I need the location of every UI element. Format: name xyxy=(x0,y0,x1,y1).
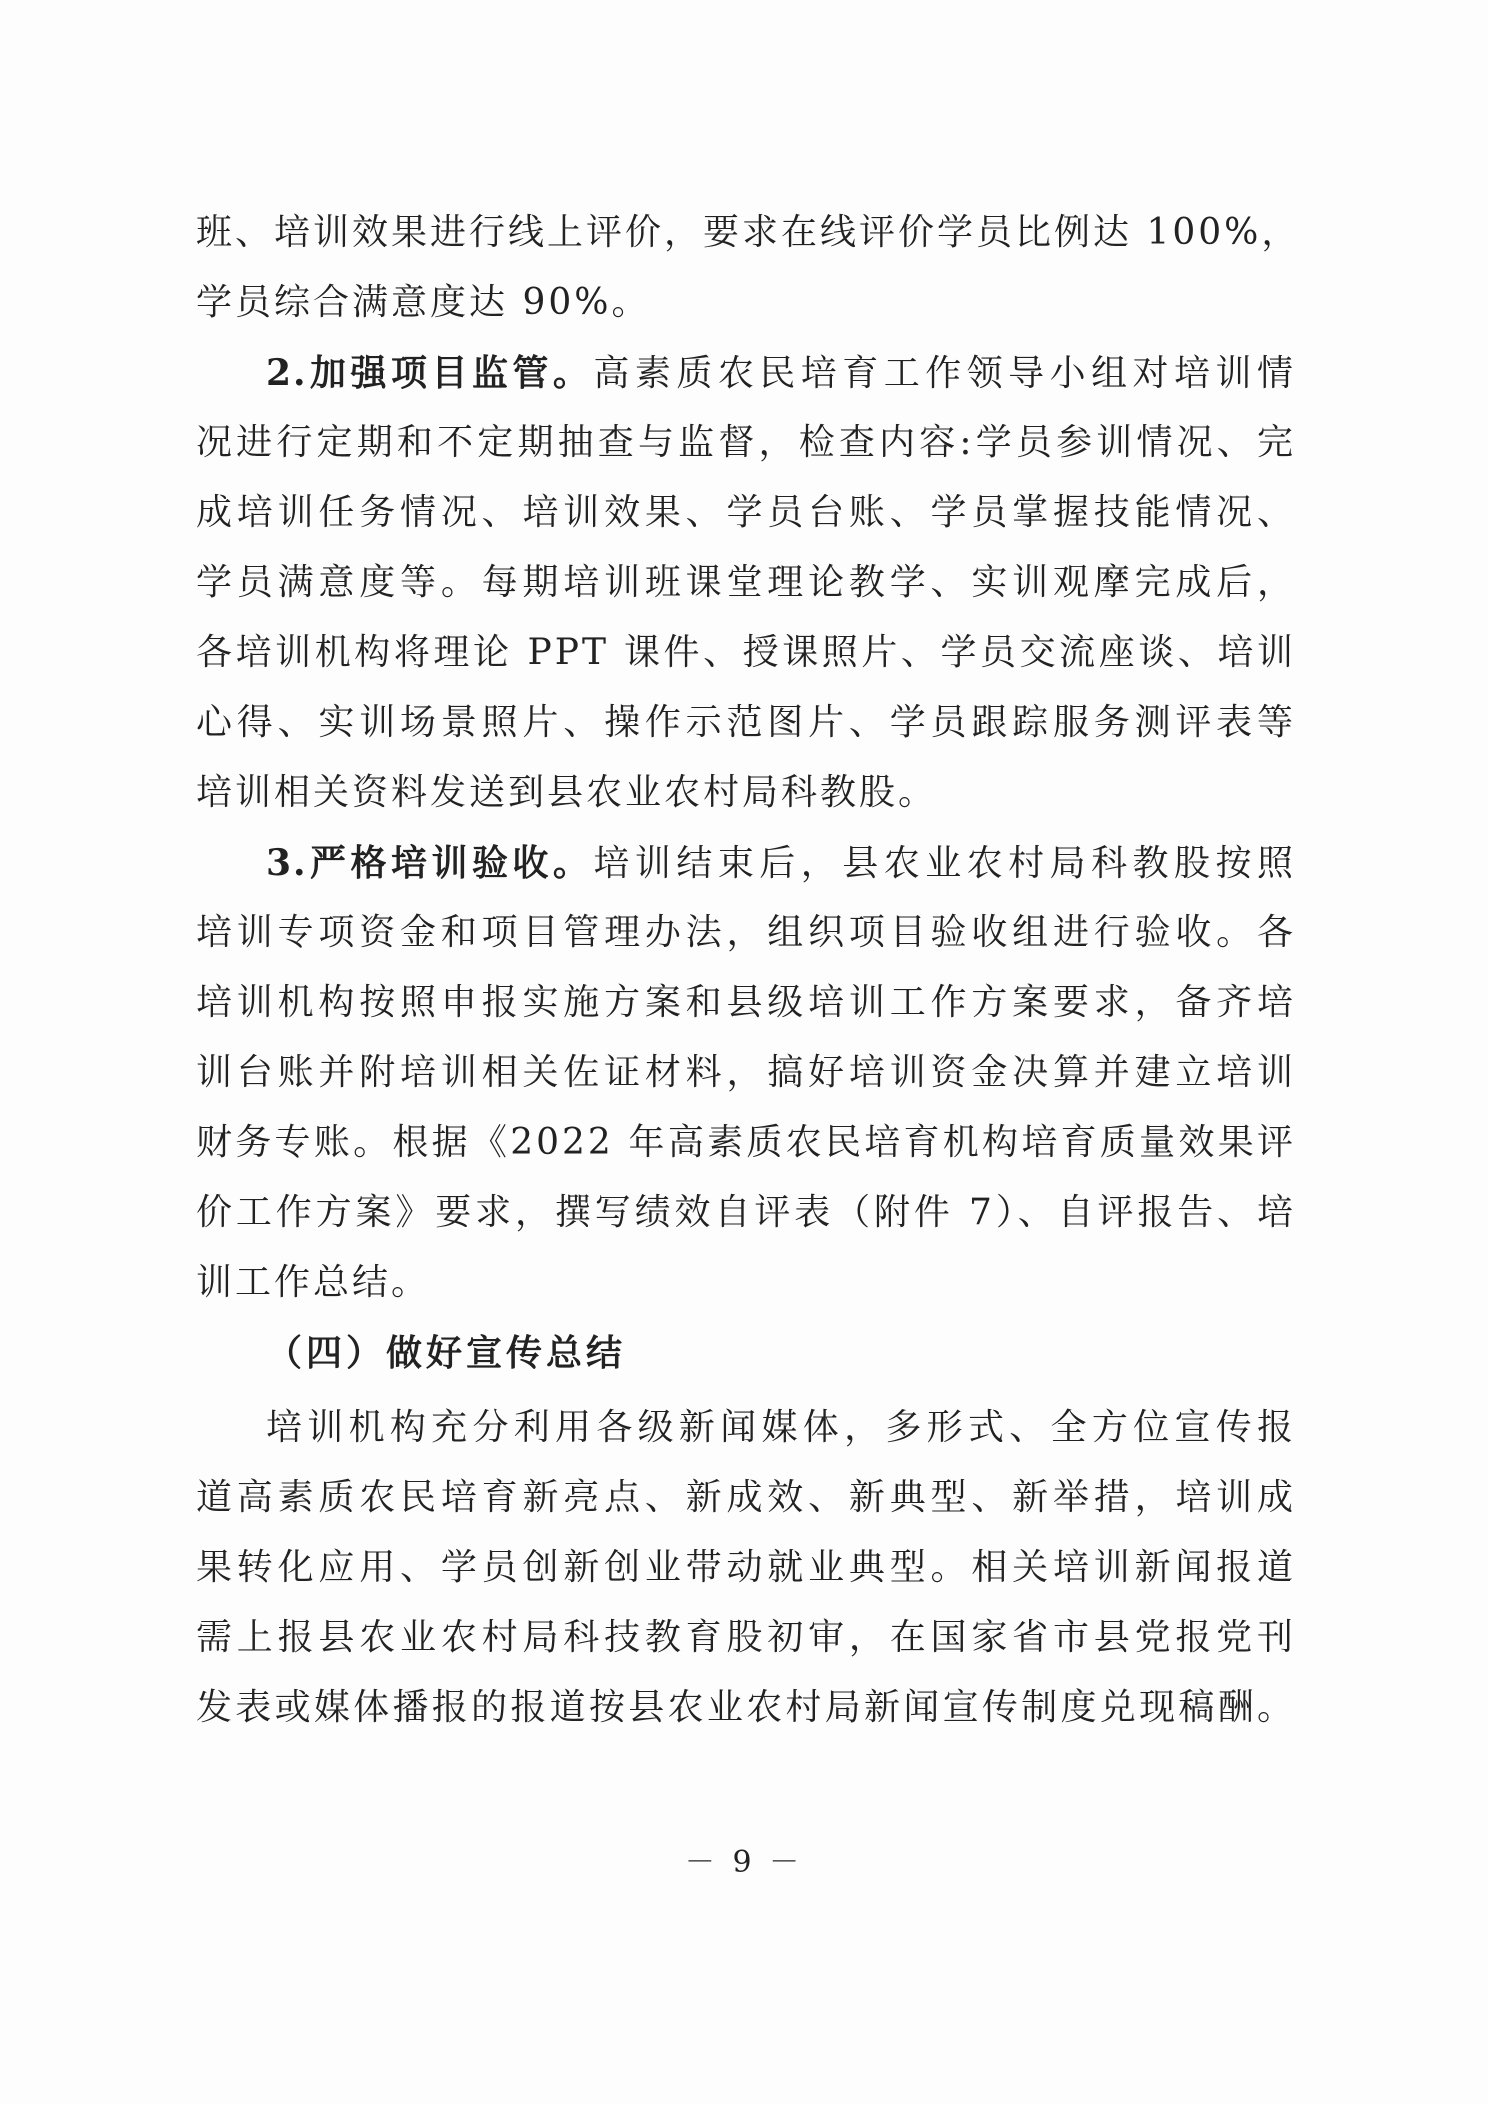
paragraph-line: 培训机构充分利用各级新闻媒体，多形式、全方位宣传报 xyxy=(266,1407,1296,1448)
paragraph-line: 学员满意度等。每期培训班课堂理论教学、实训观摩完成后， xyxy=(196,562,1296,603)
item-2-title: 2.加强项目监管。 xyxy=(266,352,594,394)
paragraph-line: 道高素质农民培育新亮点、新成效、新典型、新举措，培训成 xyxy=(196,1477,1296,1518)
section-heading: （四）做好宣传总结 xyxy=(266,1332,627,1374)
paragraph-line: 价工作方案》要求，撰写绩效自评表（附件 7）、自评报告、培 xyxy=(196,1192,1296,1233)
paragraph-line: 发表或媒体播报的报道按县农业农村局新闻宣传制度兑现稿酬。 xyxy=(196,1687,1296,1728)
paragraph-line: 各培训机构将理论 PPT 课件、授课照片、学员交流座谈、培训 xyxy=(196,632,1296,673)
page-number: － 9 － xyxy=(684,1845,804,1880)
paragraph-line: 成培训任务情况、培训效果、学员台账、学员掌握技能情况、 xyxy=(196,492,1296,533)
paragraph-line: 训台账并附培训相关佐证材料，搞好培训资金决算并建立培训 xyxy=(196,1052,1296,1093)
paragraph-line: 训工作总结。 xyxy=(196,1262,431,1303)
paragraph-line: 果转化应用、学员创新创业带动就业典型。相关培训新闻报道 xyxy=(196,1547,1296,1588)
paragraph-line: 培训机构按照申报实施方案和县级培训工作方案要求，备齐培 xyxy=(196,982,1296,1023)
item-3-first-line-text: 培训结束后，县农业农村局科教股按照 xyxy=(593,843,1296,884)
paragraph-line: 需上报县农业农村局科技教育股初审，在国家省市县党报党刊 xyxy=(196,1617,1296,1658)
paragraph-line: 况进行定期和不定期抽查与监督，检查内容:学员参训情况、完 xyxy=(196,422,1296,463)
paragraph-line: 培训专项资金和项目管理办法，组织项目验收组进行验收。各 xyxy=(196,912,1296,953)
paragraph-line: 培训相关资料发送到县农业农村局科教股。 xyxy=(196,772,938,813)
item-3-title: 3.严格培训验收。 xyxy=(266,842,594,884)
item-2-first-line xyxy=(266,338,1296,408)
paragraph-line: 心得、实训场景照片、操作示范图片、学员跟踪服务测评表等 xyxy=(196,702,1296,743)
paragraph-line: 财务专账。根据《2022 年高素质农民培育机构培育质量效果评 xyxy=(196,1122,1296,1163)
paragraph-line: 学员综合满意度达 90%。 xyxy=(196,282,651,323)
item-2-first-line-text: 高素质农民培育工作领导小组对培训情 xyxy=(593,353,1296,394)
paragraph-line: 班、培训效果进行线上评价，要求在线评价学员比例达 100%， xyxy=(196,212,1301,253)
item-3-first-line xyxy=(266,828,1296,898)
